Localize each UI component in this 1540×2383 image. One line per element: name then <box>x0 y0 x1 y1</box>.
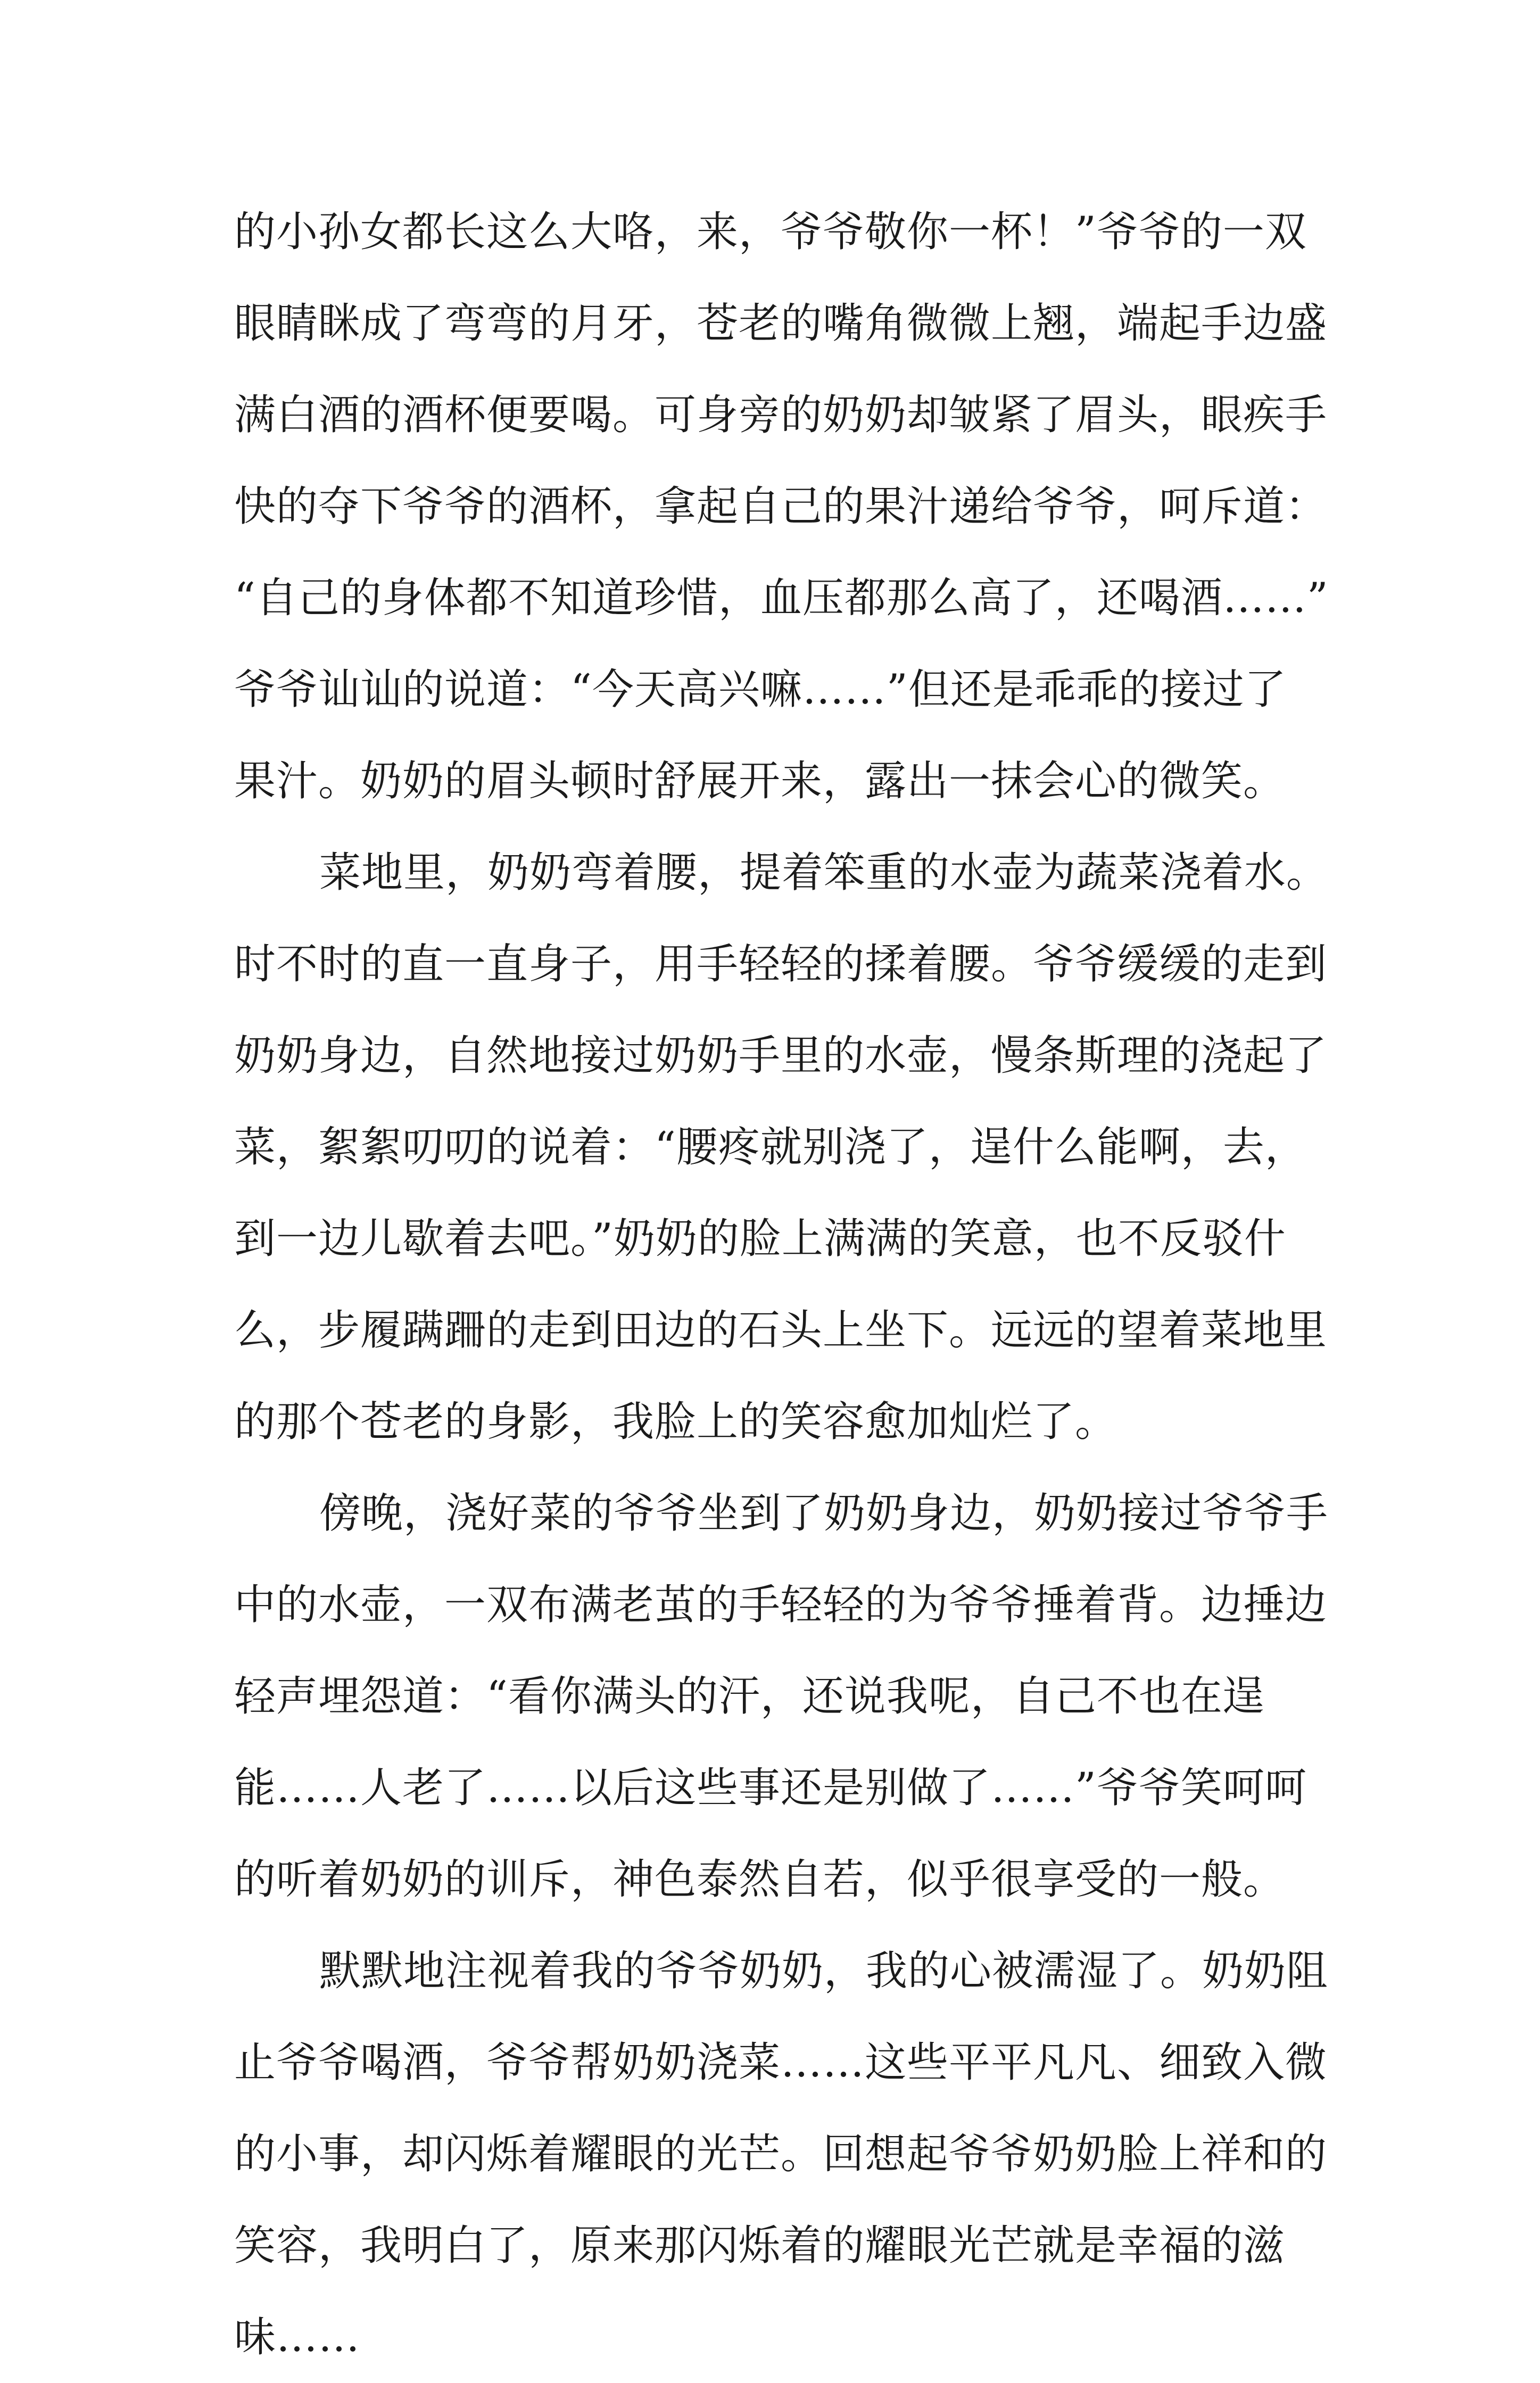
text-line: 时不时的直一直身子，用手轻轻的揉着腰。爷爷缓缓的走到 <box>234 940 1328 988</box>
text-line: 中的水壶，一双布满老茧的手轻轻的为爷爷捶着背。边捶边 <box>234 1581 1328 1629</box>
text-line: 的小孙女都长这么大咯，来，爷爷敬你一杯！”爷爷的一双 <box>234 208 1307 256</box>
text-line: “自己的身体都不知道珍惜，血压都那么高了，还喝酒……” <box>234 574 1329 622</box>
text-line: 能……人老了……以后这些事还是别做了……”爷爷笑呵呵 <box>234 1764 1307 1812</box>
text-line: 快的夺下爷爷的酒杯，拿起自己的果汁递给爷爷，呵斥道： <box>234 483 1328 531</box>
article-body <box>234 186 1394 2383</box>
paragraph-first-line: 默默地注视着我的爷爷奶奶，我的心被濡湿了。奶奶阻 <box>319 1947 1329 1995</box>
text-line: 的小事，却闪烁着耀眼的光芒。回想起爷爷奶奶脸上祥和的 <box>234 2130 1328 2178</box>
paragraph-first-line: 菜地里，奶奶弯着腰，提着笨重的水壶为蔬菜浇着水。 <box>319 849 1329 897</box>
text-line: 轻声埋怨道：“看你满头的汗，还说我呢，自己不也在逞 <box>234 1673 1265 1720</box>
paragraph-first-line: 傍晚，浇好菜的爷爷坐到了奶奶身边，奶奶接过爷爷手 <box>319 1490 1329 1537</box>
text-line: 到一边儿歇着去吧。”奶奶的脸上满满的笑意，也不反驳什 <box>234 1215 1286 1263</box>
text-line: 味…… <box>234 2313 361 2361</box>
text-line: 菜，絮絮叨叨的说着：“腰疼就别浇了，逞什么能啊，去， <box>234 1123 1307 1171</box>
text-line: 的听着奶奶的训斥，神色泰然自若，似乎很享受的一般。 <box>234 1856 1286 1904</box>
text-line: 笑容，我明白了，原来那闪烁着的耀眼光芒就是幸福的滋 <box>234 2222 1286 2270</box>
text-line: 的那个苍老的身影，我脸上的笑容愈加灿烂了。 <box>234 1398 1117 1446</box>
text-line: 果汁。奶奶的眉头顿时舒展开来，露出一抹会心的微笑。 <box>234 757 1286 805</box>
text-line: 止爷爷喝酒，爷爷帮奶奶浇菜……这些平平凡凡、细致入微 <box>234 2039 1328 2087</box>
text-line: 爷爷讪讪的说道：“今天高兴嘛……”但还是乖乖的接过了 <box>234 666 1287 714</box>
text-line: 奶奶身边，自然地接过奶奶手里的水壶，慢条斯理的浇起了 <box>234 1032 1328 1080</box>
text-line: 满白酒的酒杯便要喝。可身旁的奶奶却皱紧了眉头，眼疾手 <box>234 391 1328 439</box>
text-line: 么，步履蹒跚的走到田边的石头上坐下。远远的望着菜地里 <box>234 1306 1328 1354</box>
text-line: 眼睛眯成了弯弯的月牙，苍老的嘴角微微上翘，端起手边盛 <box>234 300 1328 347</box>
